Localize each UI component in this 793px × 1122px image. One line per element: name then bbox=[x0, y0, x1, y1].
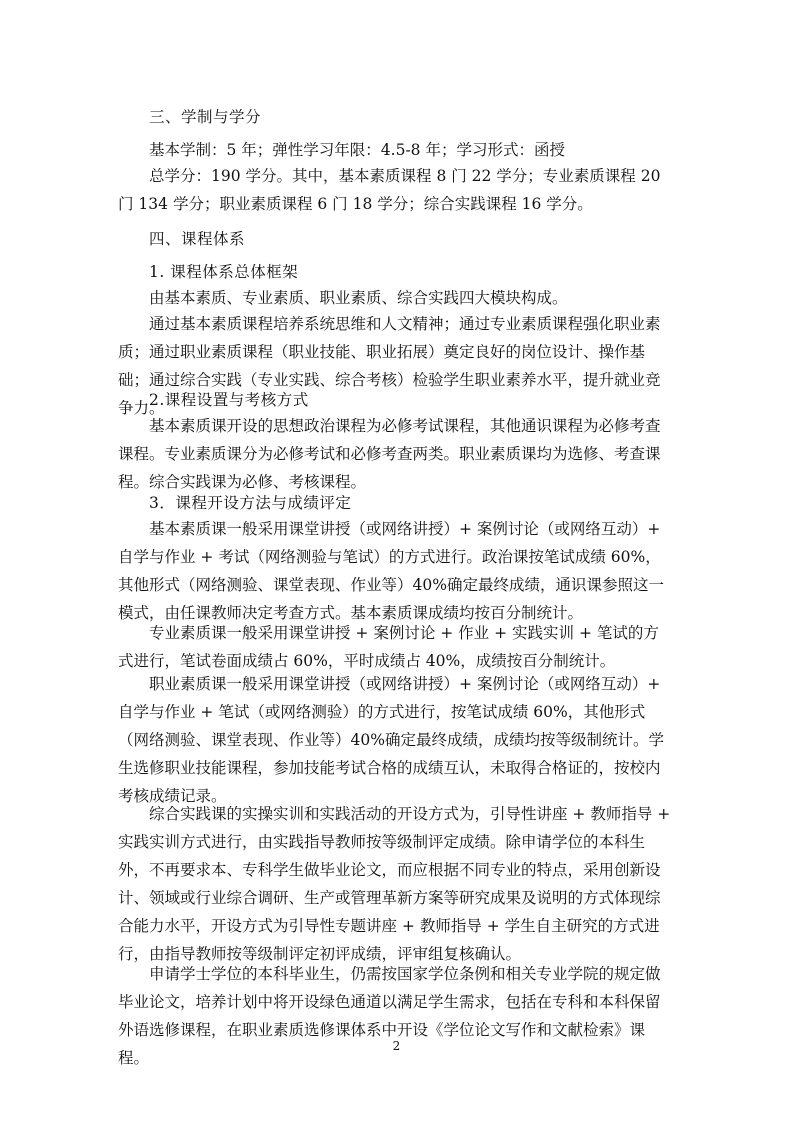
paragraph-settings: 基本素质课开设的思想政治课程为必修考试课程，其他通识课程为必修考查课程。专业素质课分为必修考试和必修考查两类。职业素质课均为选修、考查课程。综合实践课为必修、考核课程。 bbox=[118, 417, 661, 491]
paragraph-professional-courses: 专业素质课一般采用课堂讲授 + 案例讨论 + 作业 + 实践实训 + 笔试的方式进行，笔试卷面成绩占 60%，平时成绩占 40%，成绩按百分制统计。 bbox=[118, 624, 659, 670]
paragraph-modules: 由基本素质、专业素质、职业素质、综合实践四大模块构成。 bbox=[149, 289, 568, 307]
paragraph-degree: 申请学士学位的本科毕业生，仍需按国家学位条例和相关专业学院的规定做毕业论文，培养计划中将开设绿色通道以满足学生需求，包括在专科和本科保留外语选修课程，在职业素质选修课体系中开设《学位论文写作和文献检索》课程。 bbox=[118, 965, 661, 1067]
paragraph-duration: 基本学制：5 年；弹性学习年限：4.5-8 年；学习形式：函授 bbox=[149, 141, 565, 159]
subsection-heading-1: 1. 课程体系总体框架 bbox=[149, 263, 299, 281]
paragraph-career-courses: 职业素质课一般采用课堂讲授（或网络讲授）+ 案例讨论（或网络互动）+ 自学与作业 + 笔试（或网络测验）的方式进行，按笔试成绩 60%，其他形式（网络测验、课堂表现、作业等）40%确定最终成绩，成绩均按等级制统计。学生选修职业技能课程，参加技能考试合格的成绩互认，未取得合格证的，按校内考核成绩记录。 bbox=[118, 675, 664, 805]
subsection-heading-2: 2.课程设置与考核方式 bbox=[149, 391, 309, 409]
paragraph-credits: 总学分：190 学分。其中，基本素质课程 8 门 22 学分；专业素质课程 20 门 134 学分；职业素质课程 6 门 18 学分；综合实践课程 16 学分。 bbox=[118, 167, 661, 213]
paragraph-basic-courses: 基本素质课一般采用课堂讲授（或网络讲授）+ 案例讨论（或网络互动）+ 自学与作业 + 考试（网络测验与笔试）的方式进行。政治课按笔试成绩 60%，其他形式（网络测验、课堂表现、作业等）40%确定最终成绩，通识课参照这一模式，由任课教师决定考查方式。基本素质课成绩均按百分制统计。 bbox=[118, 520, 664, 622]
section-heading-4: 四、课程体系 bbox=[149, 230, 246, 248]
paragraph-framework: 通过基本素质课程培养系统思维和人文精神；通过专业素质课程强化职业素质；通过职业素质课程（职业技能、职业拓展）奠定良好的岗位设计、操作基础；通过综合实践（专业实践、综合考核）检验学生职业素养水平，提升就业竞争力。 bbox=[118, 315, 661, 417]
paragraph-practice-courses: 综合实践课的实操实训和实践活动的开设方式为，引导性讲座 + 教师指导 + 实践实训方式进行，由实践指导教师按等级制评定成绩。除申请学位的本科生外，不再要求本、专科学生做毕业论文，而应根据不同专业的特点，采用创新设计、领域或行业综合调研、生产或管理革新方案等研究成果及说明的方式体现综合能力水平，开设方式为引导性专题讲座 + 教师指导 + 学生自主研究的方式进行，由指导教师按等级制评定初评成绩，评审组复核确认。 bbox=[118, 805, 671, 963]
subsection-heading-3: 3．课程开设方法与成绩评定 bbox=[149, 494, 352, 512]
page-number: 2 bbox=[392, 1039, 401, 1053]
section-heading-3: 三、学制与学分 bbox=[149, 108, 262, 126]
